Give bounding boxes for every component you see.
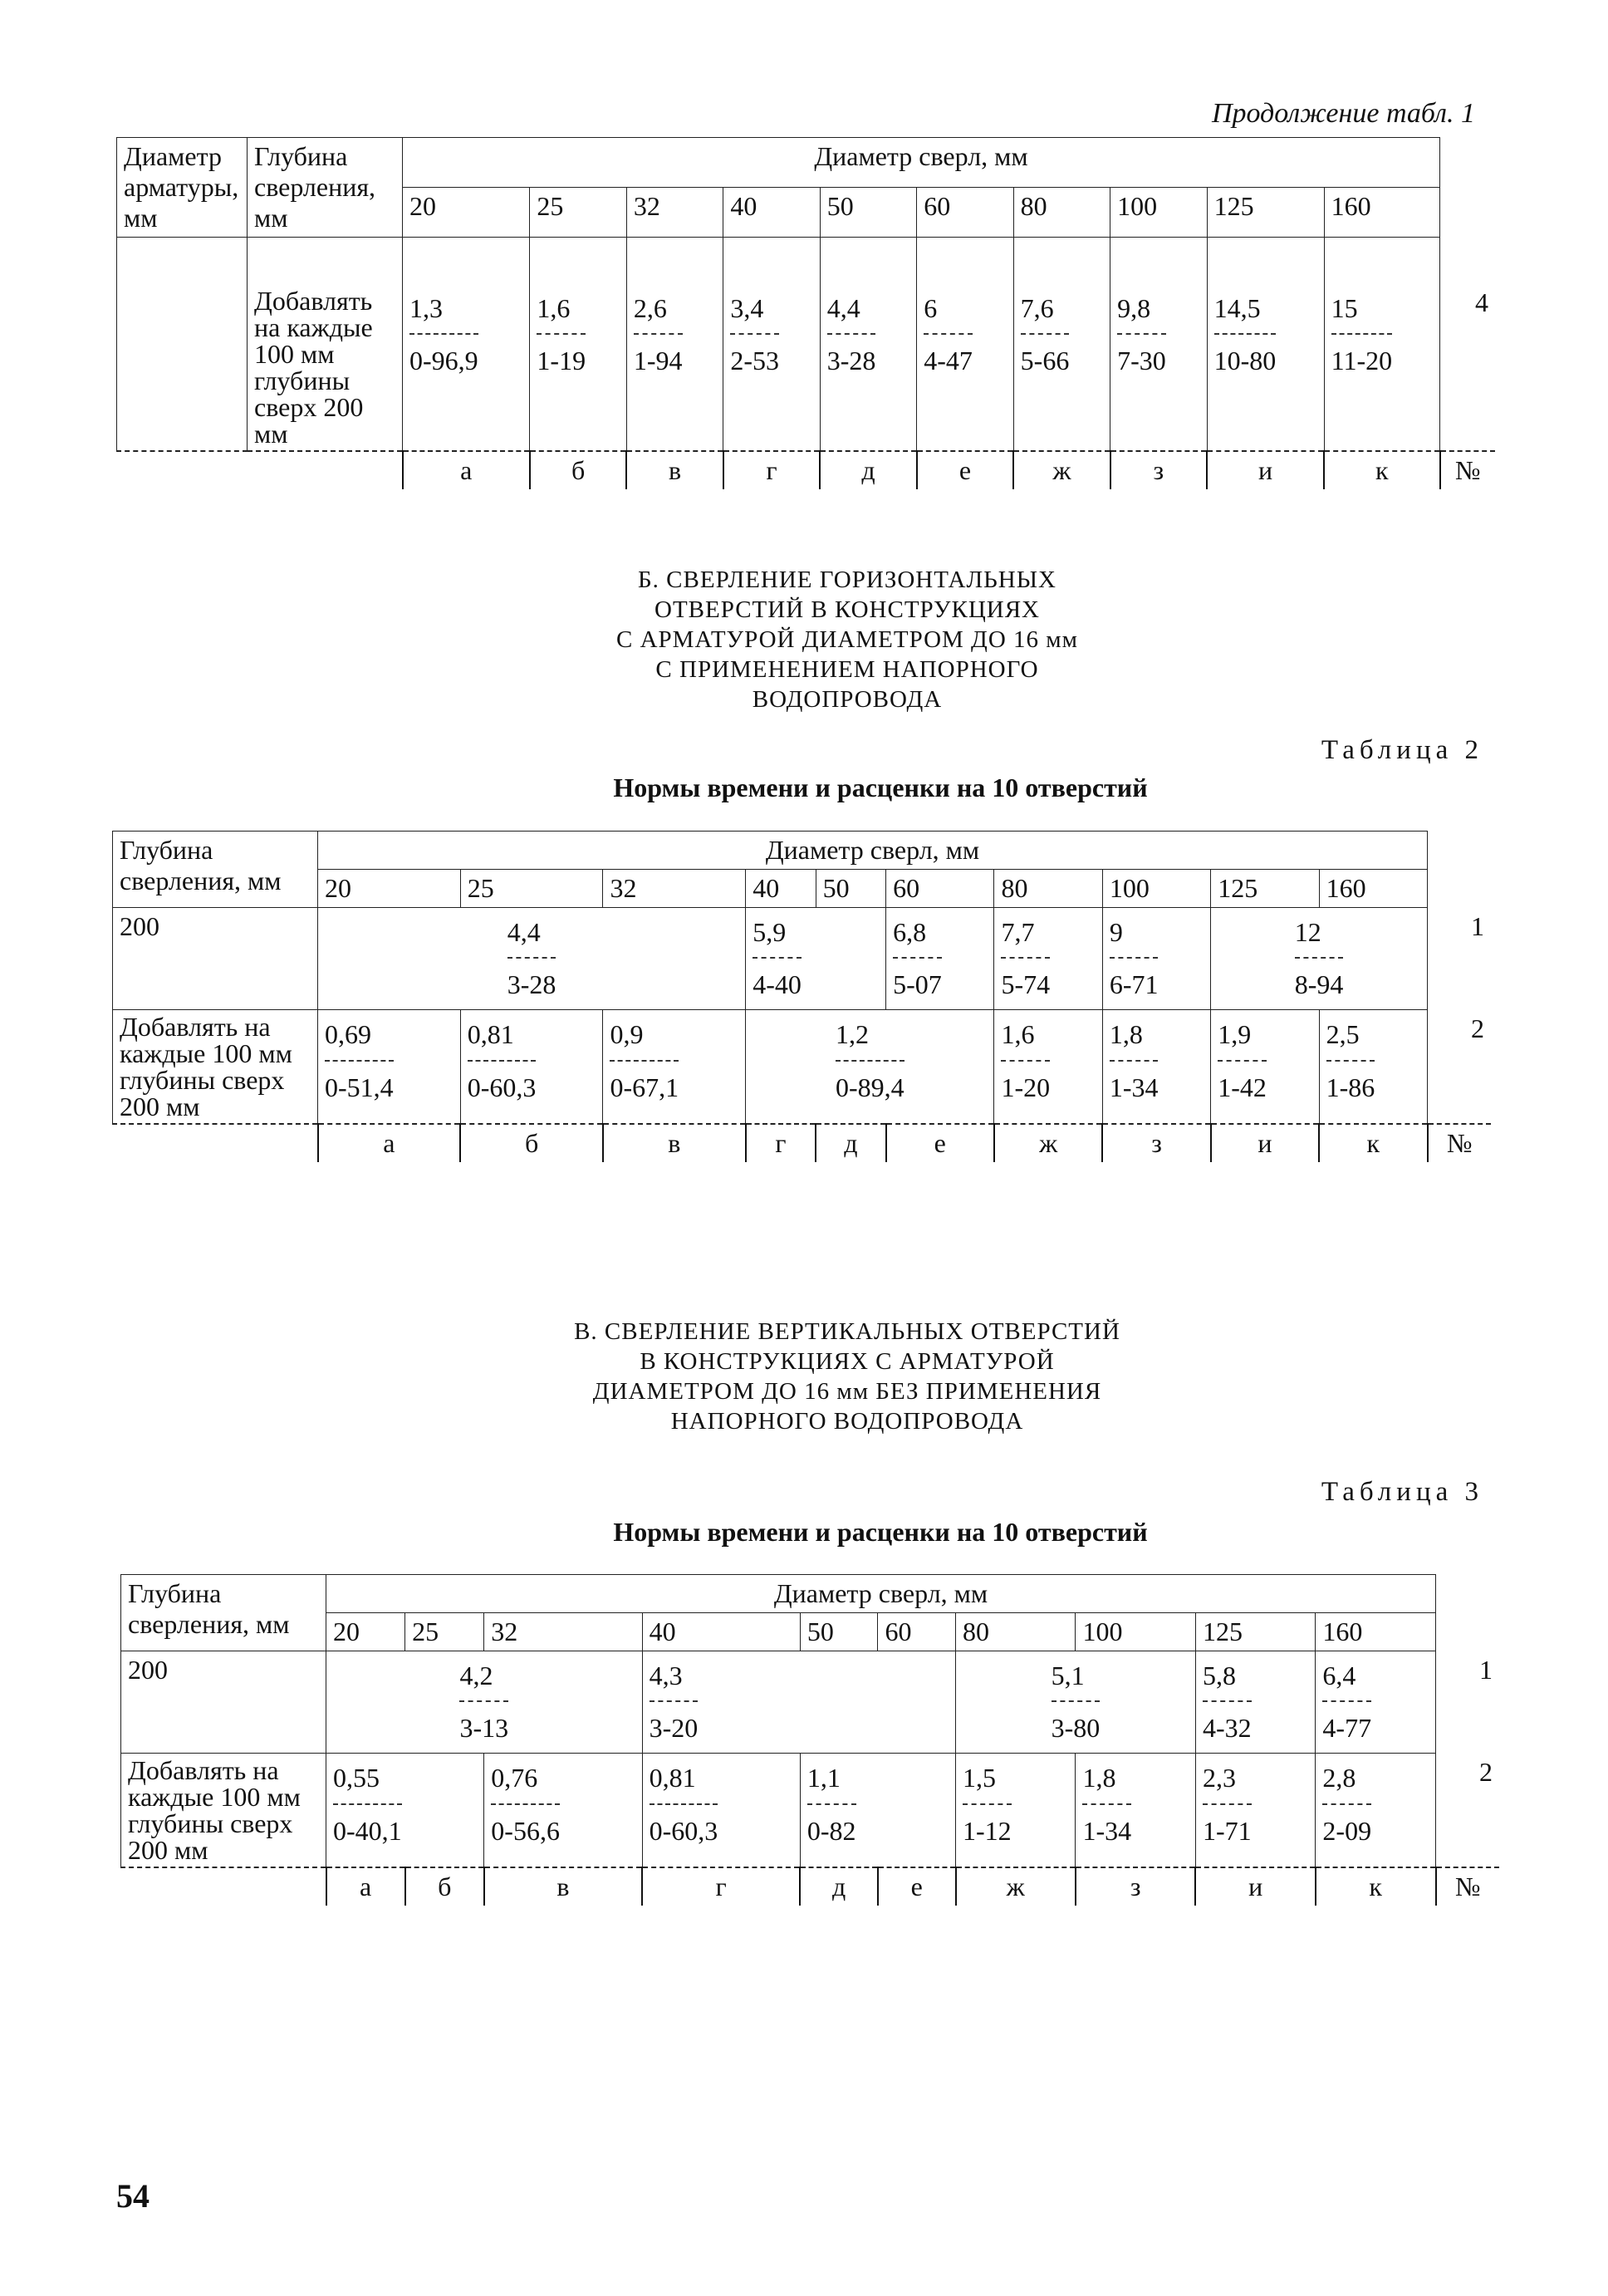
column-letter: д: [816, 1124, 885, 1162]
column-letter: д: [820, 451, 916, 489]
title-line: НАПОРНОГО ВОДОПРОВОДА: [670, 1408, 1024, 1435]
column-letter: з: [1076, 1867, 1195, 1906]
number-sign: №: [1436, 1867, 1500, 1906]
norm-cell: [326, 1651, 643, 1754]
drill-size: 60: [917, 188, 1013, 238]
header-drill-diameter: Диаметр сверл, мм: [403, 138, 1440, 188]
time-norm: 9,8: [1117, 287, 1166, 335]
column-letter: к: [1319, 1124, 1427, 1162]
column-letter: ж: [1013, 451, 1110, 489]
row-number: 1: [1471, 910, 1484, 941]
time-norm: 9: [1110, 911, 1159, 959]
norm-cell: [800, 1754, 955, 1868]
title-line: ДИАМЕТРОМ ДО 16 мм БЕЗ ПРИМЕНЕНИЯ: [592, 1378, 1102, 1405]
norm-cell: [530, 238, 626, 452]
header-depth: Глубина сверления, мм: [113, 832, 318, 908]
norm-cell: [403, 238, 530, 452]
time-norm: 4,3: [650, 1655, 699, 1702]
norm-cell: [994, 908, 1102, 1010]
rate: 1-19: [537, 346, 586, 376]
rate: 1-94: [633, 346, 683, 376]
header-num-spacer: [1436, 1575, 1500, 1651]
time-norm: 5,9: [753, 911, 802, 959]
table-row: [117, 238, 1496, 452]
column-letter: г: [642, 1867, 800, 1906]
column-letter: д: [800, 1867, 878, 1906]
continuation-note: Продолжение табл. 1: [1211, 98, 1475, 129]
empty-cell: [248, 451, 403, 489]
rate: 5-74: [1001, 969, 1051, 1000]
norm-cell: [318, 1010, 461, 1125]
row-label: 200: [121, 1651, 326, 1754]
norm-cell: [642, 1754, 800, 1868]
rate: 0-82: [806, 1815, 856, 1846]
table-3: [120, 1574, 1499, 1906]
row-label: Добавлять на каждые 100 мм глубины сверх 200 мм: [121, 1754, 326, 1868]
time-norm: 4,4: [827, 287, 876, 335]
column-letter: з: [1110, 451, 1207, 489]
rate: 3-20: [649, 1713, 699, 1744]
header-depth: Глубина сверления, мм: [121, 1575, 326, 1651]
drill-size: 40: [723, 188, 820, 238]
rate: 11-20: [1331, 346, 1393, 376]
rate: 3-28: [507, 969, 556, 1000]
header-drill-diameter: Диаметр сверл, мм: [318, 832, 1428, 870]
column-letter: г: [746, 1124, 816, 1162]
column-letter: б: [405, 1867, 484, 1906]
column-letter: г: [723, 451, 820, 489]
drill-size: 32: [626, 188, 723, 238]
empty-cell: [117, 238, 248, 452]
drill-size: 40: [642, 1613, 800, 1651]
time-norm: 1,8: [1110, 1013, 1159, 1061]
drill-size: 20: [403, 188, 530, 238]
table-1: [116, 137, 1495, 489]
title-line: Б. СВЕРЛЕНИЕ ГОРИЗОНТАЛЬНЫХ: [638, 567, 1056, 593]
norm-cell: [1324, 238, 1439, 452]
time-norm: 0,81: [650, 1757, 718, 1804]
norm-cell: [956, 1651, 1196, 1754]
title-line: С АРМАТУРОЙ ДИАМЕТРОМ ДО 16 мм: [616, 626, 1078, 653]
header-num-spacer: [1428, 832, 1492, 908]
drill-size: 60: [886, 870, 994, 908]
norm-cell: [1102, 908, 1210, 1010]
drill-sizes-row: [121, 1613, 1500, 1651]
column-letter: б: [530, 451, 626, 489]
norm-cell: [1211, 908, 1428, 1010]
title-line: ОТВЕРСТИЙ В КОНСТРУКЦИЯХ: [654, 596, 1040, 623]
time-norm: 1,6: [1001, 1013, 1050, 1061]
time-norm: 6: [924, 287, 973, 335]
time-norm: 1,1: [807, 1757, 856, 1804]
time-norm: 12: [1295, 911, 1344, 959]
norm-cell: [723, 238, 820, 452]
column-letter: ж: [994, 1124, 1102, 1162]
time-norm: 0,9: [610, 1013, 679, 1061]
row-number: 1: [1479, 1654, 1493, 1685]
norm-cell: [956, 1754, 1076, 1868]
norm-cell: [994, 1010, 1102, 1125]
rate: 1-34: [1082, 1815, 1132, 1846]
rate: 1-42: [1218, 1072, 1267, 1102]
column-letter: е: [917, 451, 1013, 489]
norm-cell: [1195, 1754, 1315, 1868]
drill-size: 50: [816, 870, 885, 908]
time-norm: 4,4: [507, 911, 556, 959]
norm-cell: [746, 908, 886, 1010]
rate: 10-80: [1213, 346, 1277, 376]
row-number: 2: [1479, 1756, 1493, 1787]
drill-sizes-row: [113, 870, 1492, 908]
time-norm: 2,3: [1203, 1757, 1252, 1804]
empty-cell: [113, 1124, 318, 1162]
empty-cell: [121, 1867, 326, 1906]
rate: 0-89,4: [836, 1072, 904, 1102]
drill-size: 100: [1076, 1613, 1195, 1651]
time-norm: 2,8: [1322, 1757, 1371, 1804]
table-3-caption: Нормы времени и расценки на 10 отверстий: [613, 1517, 1148, 1547]
time-norm: 1,5: [963, 1757, 1012, 1804]
title-line: В. СВЕРЛЕНИЕ ВЕРТИКАЛЬНЫХ ОТВЕРСТИЙ: [574, 1318, 1120, 1345]
norm-cell: [1316, 1651, 1436, 1754]
column-letter: а: [403, 451, 530, 489]
drill-size: 80: [956, 1613, 1076, 1651]
norm-cell: [1316, 1754, 1436, 1868]
drill-size: 160: [1319, 870, 1427, 908]
drill-size: 25: [460, 870, 603, 908]
column-letter: и: [1207, 451, 1324, 489]
time-norm: 1,9: [1218, 1013, 1267, 1061]
section-c-title: [0, 1317, 1608, 1436]
time-norm: 7,7: [1001, 911, 1050, 959]
norm-cell: [318, 908, 746, 1010]
rate: 4-32: [1202, 1713, 1252, 1744]
column-letter: а: [326, 1867, 405, 1906]
norm-cell: [1207, 238, 1324, 452]
rate: 5-66: [1020, 346, 1070, 376]
column-letter: к: [1324, 451, 1439, 489]
time-norm: 0,81: [468, 1013, 537, 1061]
drill-size: 25: [530, 188, 626, 238]
table-2-caption: Нормы времени и расценки на 10 отверстий: [613, 773, 1148, 802]
row-label: Добавлять на каждые 100 мм глубины сверх 200 мм: [248, 238, 403, 452]
table-row: [121, 1754, 1500, 1868]
drill-size: 50: [820, 188, 916, 238]
column-letter: и: [1195, 1867, 1315, 1906]
norm-cell: [484, 1754, 642, 1868]
rate: 1-20: [1001, 1072, 1051, 1102]
row-number: 4: [1475, 287, 1488, 317]
rate: 2-09: [1322, 1815, 1372, 1846]
rate: 6-71: [1109, 969, 1159, 1000]
drill-size: 125: [1207, 188, 1324, 238]
time-norm: 4,2: [459, 1655, 508, 1702]
column-letter: в: [484, 1867, 642, 1906]
column-letter: и: [1211, 1124, 1319, 1162]
time-norm: 5,8: [1203, 1655, 1252, 1702]
time-norm: 2,5: [1326, 1013, 1375, 1061]
table-row: [121, 1651, 1500, 1754]
header-drill-diameter: Диаметр сверл, мм: [326, 1575, 1436, 1613]
time-norm: 6,4: [1322, 1655, 1371, 1702]
row-number: 2: [1471, 1013, 1484, 1043]
rate: 0-51,4: [325, 1072, 394, 1102]
column-letters-row: [117, 451, 1496, 489]
time-norm: 1,2: [836, 1013, 904, 1061]
drill-size: 100: [1110, 188, 1207, 238]
header-rebar-diameter: Диаметр арматуры, мм: [117, 138, 248, 238]
time-norm: 0,76: [491, 1757, 560, 1804]
section-b-title: [0, 565, 1608, 714]
rate: 0-60,3: [649, 1815, 718, 1846]
time-norm: 0,55: [333, 1757, 402, 1804]
title-line: ВОДОПРОВОДА: [752, 686, 943, 713]
norm-cell: [820, 238, 916, 452]
empty-cell: [117, 451, 248, 489]
norm-cell: [1013, 238, 1110, 452]
time-norm: 5,1: [1052, 1655, 1101, 1702]
table-row: [113, 1010, 1492, 1125]
norm-cell: [603, 1010, 746, 1125]
table-2: [112, 831, 1491, 1162]
norm-cell: [1195, 1651, 1315, 1754]
time-norm: 6,8: [893, 911, 942, 959]
time-norm: 1,3: [409, 287, 478, 335]
time-norm: 0,69: [325, 1013, 394, 1061]
drill-size: 125: [1211, 870, 1319, 908]
norm-cell: [1102, 1010, 1210, 1125]
rate: 5-07: [893, 969, 942, 1000]
drill-size: 20: [318, 870, 461, 908]
rate: 2-53: [730, 346, 779, 376]
column-letter: з: [1102, 1124, 1210, 1162]
page-number: 54: [116, 2177, 150, 2215]
drill-size: 32: [603, 870, 746, 908]
rate: 3-13: [459, 1713, 509, 1744]
drill-size: 20: [326, 1613, 405, 1651]
column-letter: в: [626, 451, 723, 489]
time-norm: 3,4: [730, 287, 779, 335]
norm-cell: [1319, 1010, 1427, 1125]
rate: 7-30: [1117, 346, 1166, 376]
number-sign: №: [1440, 451, 1496, 489]
rate: 3-80: [1051, 1713, 1101, 1744]
norm-cell: [326, 1754, 484, 1868]
norm-cell: [1211, 1010, 1319, 1125]
title-line: С ПРИМЕНЕНИЕМ НАПОРНОГО: [655, 656, 1039, 683]
rate: 8-94: [1294, 969, 1344, 1000]
rate: 1-71: [1202, 1815, 1252, 1846]
norm-cell: [642, 1651, 955, 1754]
time-norm: 1,6: [537, 287, 586, 335]
drill-size: 160: [1316, 1613, 1436, 1651]
time-norm: 15: [1331, 287, 1392, 335]
drill-size: 40: [746, 870, 816, 908]
header-depth: Глубина сверления, мм: [248, 138, 403, 238]
norm-cell: [1110, 238, 1207, 452]
rate: 1-86: [1326, 1072, 1375, 1102]
rate: 0-56,6: [491, 1815, 560, 1846]
drill-size: 80: [1013, 188, 1110, 238]
rate: 1-12: [963, 1815, 1012, 1846]
drill-size: 50: [800, 1613, 878, 1651]
drill-size: 80: [994, 870, 1102, 908]
title-line: В КОНСТРУКЦИЯХ С АРМАТУРОЙ: [640, 1348, 1055, 1375]
column-letters-row: [113, 1124, 1492, 1162]
row-label: 200: [113, 908, 318, 1010]
norm-cell: [746, 1010, 994, 1125]
column-letters-row: [121, 1867, 1500, 1906]
time-norm: 1,8: [1082, 1757, 1131, 1804]
column-letter: в: [603, 1124, 746, 1162]
rate: 0-60,3: [467, 1072, 537, 1102]
column-letter: а: [318, 1124, 461, 1162]
drill-size: 25: [405, 1613, 484, 1651]
rate: 0-67,1: [610, 1072, 679, 1102]
norm-cell: [886, 908, 994, 1010]
time-norm: 14,5: [1214, 287, 1277, 335]
rate: 1-34: [1109, 1072, 1159, 1102]
header-num-spacer: [1440, 138, 1496, 238]
drill-size: 160: [1324, 188, 1439, 238]
rate: 3-28: [826, 346, 876, 376]
rate: 4-77: [1322, 1713, 1372, 1744]
number-sign: №: [1428, 1124, 1492, 1162]
column-letter: е: [886, 1124, 994, 1162]
rate: 4-40: [753, 969, 802, 1000]
column-letter: ж: [956, 1867, 1076, 1906]
table-row: [113, 908, 1492, 1010]
rate: 4-47: [924, 346, 973, 376]
rate: 0-40,1: [333, 1815, 402, 1846]
row-label: Добавлять на каждые 100 мм глубины сверх 200 мм: [113, 1010, 318, 1125]
column-letter: б: [460, 1124, 603, 1162]
time-norm: 7,6: [1021, 287, 1070, 335]
drill-size: 125: [1195, 1613, 1315, 1651]
table-3-label: Таблица 3: [1321, 1477, 1483, 1507]
time-norm: 2,6: [634, 287, 683, 335]
norm-cell: [1076, 1754, 1195, 1868]
column-letter: е: [878, 1867, 956, 1906]
rate: 0-96,9: [409, 346, 478, 376]
column-letter: к: [1316, 1867, 1436, 1906]
table-2-label: Таблица 2: [1321, 735, 1483, 765]
drill-size: 100: [1102, 870, 1210, 908]
drill-size: 60: [878, 1613, 956, 1651]
drill-size: 32: [484, 1613, 642, 1651]
norm-cell: [917, 238, 1013, 452]
norm-cell: [460, 1010, 603, 1125]
norm-cell: [626, 238, 723, 452]
